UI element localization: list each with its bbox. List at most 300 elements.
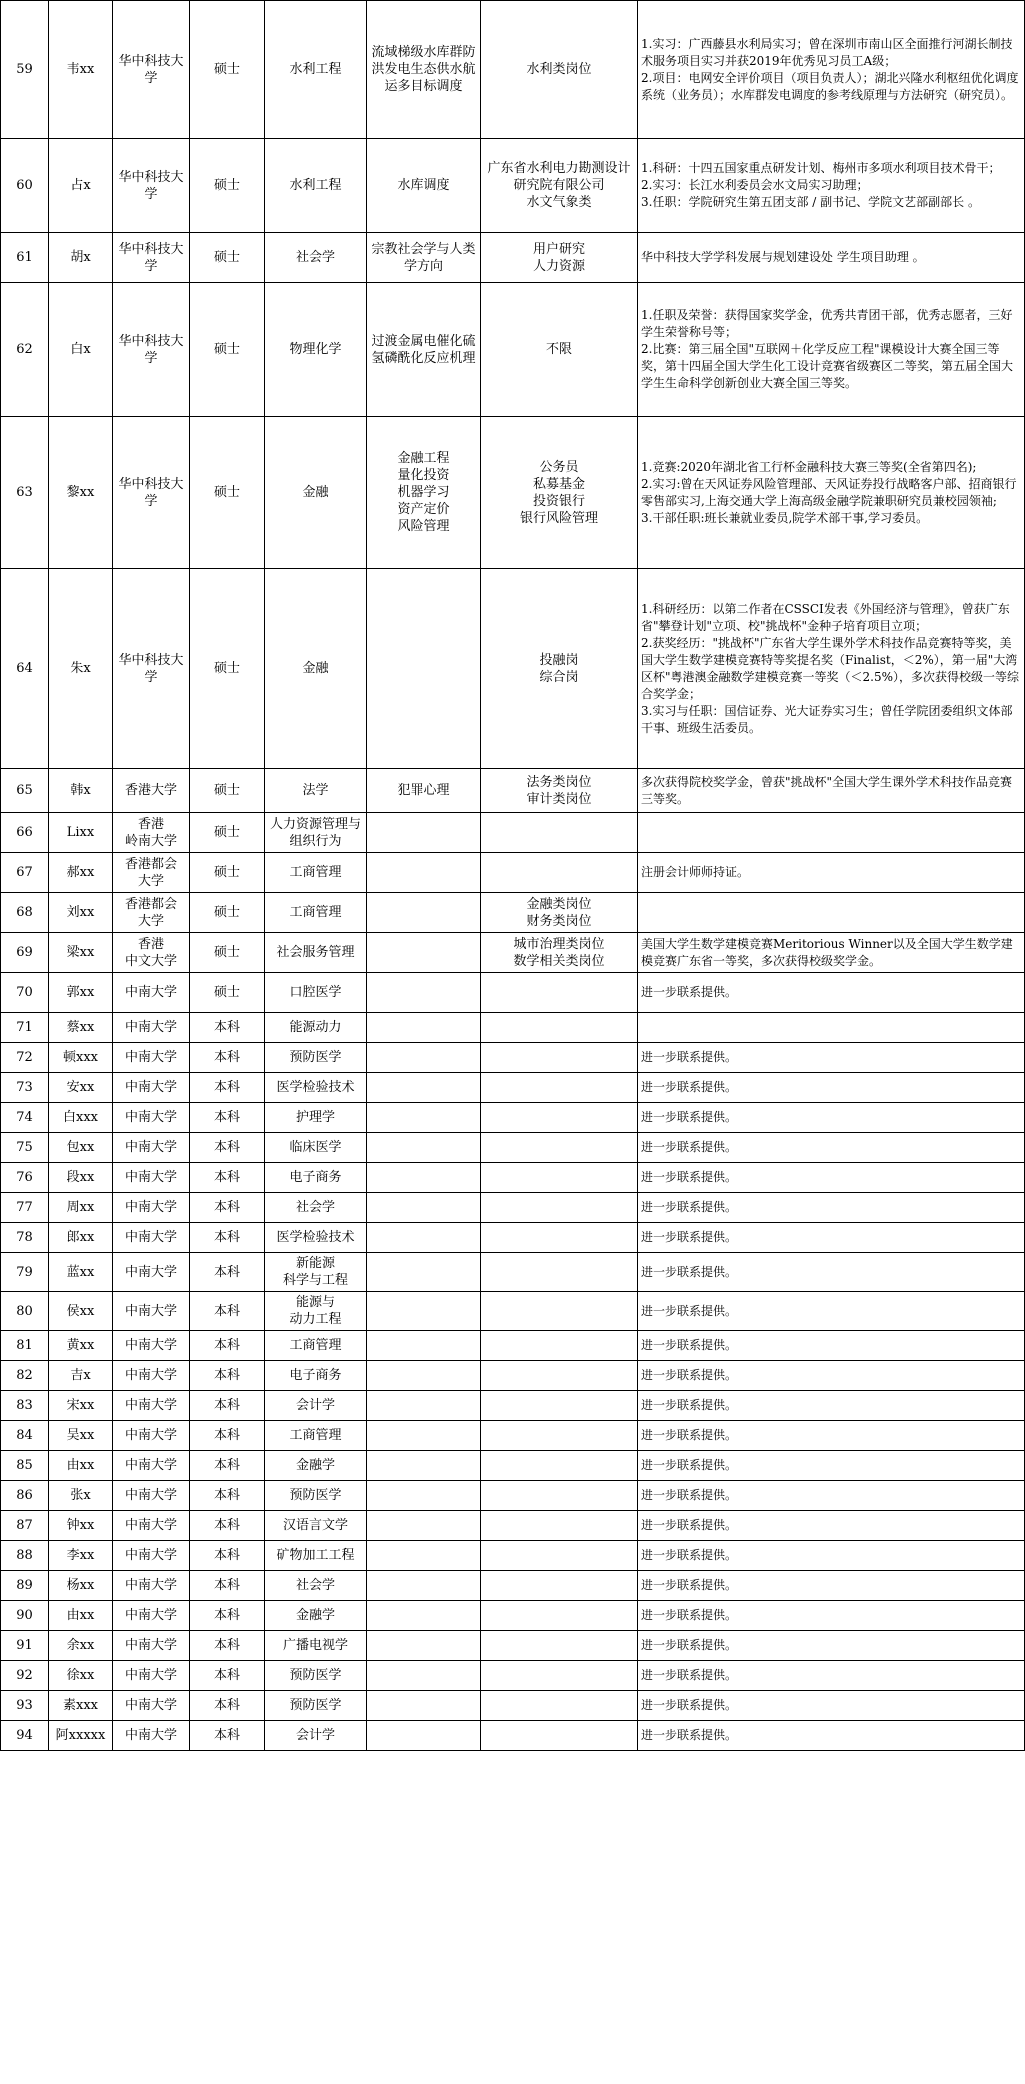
cell-degree: 本科 [190,1421,265,1451]
cell-research-direction [367,1571,481,1601]
cell-remark: 1.竞赛:2020年湖北省工行杯金融科技大赛三等奖(全省第四名); 2.实习:曾在天风证券风险管理部、天风证券投行战略客户部、招商银行零售部实习,上海交通大学上海高级金融学院兼职研究员兼校园领袖; 3.干部任职:班长兼就业委员,院学术部干事,学习委员。 [638,417,1025,569]
table-row [1,1292,1025,1331]
cell-number: 68 [1,893,49,933]
cell-major: 社会学 [265,233,367,283]
cell-desired-position [481,1631,638,1661]
cell-school: 中南大学 [113,1013,190,1043]
cell-number: 76 [1,1163,49,1193]
cell-desired-position [481,1721,638,1751]
cell-research-direction [367,1451,481,1481]
cell-name: 蓝xx [49,1253,113,1292]
cell-research-direction [367,1133,481,1163]
cell-research-direction [367,853,481,893]
cell-degree: 本科 [190,1541,265,1571]
table-row [1,1421,1025,1451]
cell-research-direction [367,1043,481,1073]
cell-major: 广播电视学 [265,1631,367,1661]
cell-school: 香港都会 大学 [113,853,190,893]
cell-major: 预防医学 [265,1481,367,1511]
table-row [1,973,1025,1013]
cell-degree: 本科 [190,1511,265,1541]
cell-remark: 进一步联系提供。 [638,1421,1025,1451]
cell-research-direction [367,1253,481,1292]
cell-school: 香港 中文大学 [113,933,190,973]
cell-name: 周xx [49,1193,113,1223]
cell-name: 吴xx [49,1421,113,1451]
cell-number: 61 [1,233,49,283]
cell-major: 电子商务 [265,1361,367,1391]
cell-school: 华中科技大学 [113,1,190,139]
cell-name: 由xx [49,1601,113,1631]
cell-degree: 硕士 [190,283,265,417]
cell-major: 预防医学 [265,1691,367,1721]
cell-desired-position [481,1331,638,1361]
cell-research-direction [367,1331,481,1361]
cell-research-direction [367,1391,481,1421]
table-row [1,1163,1025,1193]
cell-name: 郎xx [49,1223,113,1253]
cell-degree: 硕士 [190,973,265,1013]
table-row [1,1073,1025,1103]
cell-remark: 美国大学生数学建模竞赛Meritorious Winner以及全国大学生数学建模竞赛广东省一等奖，多次获得校级奖学金。 [638,933,1025,973]
cell-remark: 进一步联系提供。 [638,1103,1025,1133]
cell-number: 77 [1,1193,49,1223]
cell-name: 梁xx [49,933,113,973]
cell-school: 华中科技大学 [113,233,190,283]
cell-degree: 本科 [190,1571,265,1601]
cell-name: 张x [49,1481,113,1511]
cell-research-direction [367,1481,481,1511]
cell-desired-position [481,1421,638,1451]
cell-remark: 进一步联系提供。 [638,1721,1025,1751]
cell-number: 69 [1,933,49,973]
cell-name: 包xx [49,1133,113,1163]
cell-desired-position [481,1253,638,1292]
cell-degree: 硕士 [190,417,265,569]
cell-remark: 进一步联系提供。 [638,1193,1025,1223]
cell-number: 81 [1,1331,49,1361]
cell-major: 水利工程 [265,1,367,139]
cell-research-direction [367,813,481,853]
cell-major: 物理化学 [265,283,367,417]
cell-major: 法学 [265,769,367,813]
table-row [1,1721,1025,1751]
table-row [1,1,1025,139]
cell-degree: 硕士 [190,853,265,893]
cell-school: 中南大学 [113,1601,190,1631]
cell-degree: 本科 [190,1193,265,1223]
cell-degree: 本科 [190,1073,265,1103]
cell-name: 白xxx [49,1103,113,1133]
cell-research-direction: 水库调度 [367,139,481,233]
cell-degree: 本科 [190,1163,265,1193]
table-row [1,1661,1025,1691]
cell-remark [638,893,1025,933]
cell-major: 临床医学 [265,1133,367,1163]
cell-desired-position [481,853,638,893]
cell-number: 72 [1,1043,49,1073]
cell-name: 阿xxxxx [49,1721,113,1751]
cell-desired-position [481,813,638,853]
cell-major: 医学检验技术 [265,1223,367,1253]
cell-name: 顿xxx [49,1043,113,1073]
cell-major: 金融学 [265,1451,367,1481]
cell-remark: 进一步联系提供。 [638,1043,1025,1073]
cell-degree: 本科 [190,1223,265,1253]
cell-major: 社会学 [265,1193,367,1223]
cell-school: 华中科技大学 [113,283,190,417]
cell-major: 电子商务 [265,1163,367,1193]
cell-name: 郝xx [49,853,113,893]
table-row [1,1601,1025,1631]
cell-desired-position [481,1193,638,1223]
cell-remark: 进一步联系提供。 [638,1691,1025,1721]
cell-research-direction [367,1691,481,1721]
table-row [1,139,1025,233]
cell-degree: 本科 [190,1601,265,1631]
cell-school: 中南大学 [113,1163,190,1193]
cell-remark: 进一步联系提供。 [638,1541,1025,1571]
cell-major: 工商管理 [265,853,367,893]
cell-research-direction [367,1721,481,1751]
cell-major: 金融 [265,417,367,569]
cell-number: 71 [1,1013,49,1043]
cell-major: 口腔医学 [265,973,367,1013]
cell-degree: 本科 [190,1481,265,1511]
cell-school: 中南大学 [113,1292,190,1331]
table-row [1,853,1025,893]
cell-degree: 硕士 [190,233,265,283]
table-row [1,1043,1025,1073]
cell-remark [638,1013,1025,1043]
cell-school: 中南大学 [113,1541,190,1571]
table-row [1,233,1025,283]
cell-research-direction [367,973,481,1013]
cell-degree: 本科 [190,1331,265,1361]
cell-school: 中南大学 [113,1103,190,1133]
cell-remark: 注册会计师师持证。 [638,853,1025,893]
cell-name: 李xx [49,1541,113,1571]
cell-name: 占x [49,139,113,233]
table-row [1,1193,1025,1223]
cell-major: 金融 [265,569,367,769]
cell-remark: 进一步联系提供。 [638,1133,1025,1163]
cell-name: 段xx [49,1163,113,1193]
cell-number: 93 [1,1691,49,1721]
cell-name: 钟xx [49,1511,113,1541]
cell-major: 工商管理 [265,1421,367,1451]
cell-major: 汉语言文学 [265,1511,367,1541]
cell-number: 78 [1,1223,49,1253]
cell-number: 60 [1,139,49,233]
cell-number: 65 [1,769,49,813]
cell-number: 88 [1,1541,49,1571]
cell-name: 黎xx [49,417,113,569]
cell-school: 中南大学 [113,1421,190,1451]
cell-school: 中南大学 [113,1721,190,1751]
cell-remark: 进一步联系提供。 [638,1361,1025,1391]
cell-number: 59 [1,1,49,139]
cell-remark: 1.任职及荣誉：获得国家奖学金，优秀共青团干部，优秀志愿者，三好学生荣誉称号等； 2.比赛：第三届全国"互联网＋化学反应工程"课模设计大赛全国三等奖，第十四届全国大学生化工设计竞赛省级赛区二等奖，第五届全国大学生生命科学创新创业大赛全国三等奖。 [638,283,1025,417]
cell-number: 86 [1,1481,49,1511]
table-row [1,1013,1025,1043]
cell-desired-position [481,973,638,1013]
cell-remark: 多次获得院校奖学金，曾获"挑战杯"全国大学生课外学术科技作品竞赛三等奖。 [638,769,1025,813]
table-row [1,1481,1025,1511]
cell-remark: 1.实习：广西藤县水利局实习；曾在深圳市南山区全面推行河湖长制技术服务项目实习并获2019年优秀见习员工A级； 2.项目：电网安全评价项目（项目负责人）；湖北兴隆水利枢纽优化调度系统（业务员）；水库群发电调度的参考线原理与方法研究（研究员）。 [638,1,1025,139]
cell-school: 中南大学 [113,973,190,1013]
cell-school: 香港都会 大学 [113,893,190,933]
table-row [1,1223,1025,1253]
cell-desired-position [481,1661,638,1691]
cell-remark: 进一步联系提供。 [638,1253,1025,1292]
cell-school: 中南大学 [113,1043,190,1073]
cell-remark: 进一步联系提供。 [638,1163,1025,1193]
cell-number: 94 [1,1721,49,1751]
cell-degree: 本科 [190,1253,265,1292]
cell-desired-position [481,1292,638,1331]
cell-number: 63 [1,417,49,569]
table-row [1,1691,1025,1721]
cell-major: 社会服务管理 [265,933,367,973]
cell-major: 医学检验技术 [265,1073,367,1103]
table-row [1,417,1025,569]
table-row [1,1511,1025,1541]
cell-name: 由xx [49,1451,113,1481]
cell-major: 新能源 科学与工程 [265,1253,367,1292]
cell-research-direction [367,569,481,769]
cell-name: Lixx [49,813,113,853]
cell-remark: 进一步联系提供。 [638,1223,1025,1253]
cell-desired-position [481,1481,638,1511]
table-row [1,1541,1025,1571]
cell-research-direction [367,893,481,933]
cell-remark: 进一步联系提供。 [638,1631,1025,1661]
table-row [1,283,1025,417]
cell-degree: 本科 [190,1133,265,1163]
cell-number: 87 [1,1511,49,1541]
cell-major: 能源动力 [265,1013,367,1043]
cell-number: 70 [1,973,49,1013]
table-row [1,1133,1025,1163]
cell-remark: 进一步联系提供。 [638,1391,1025,1421]
cell-school: 中南大学 [113,1193,190,1223]
cell-number: 79 [1,1253,49,1292]
cell-name: 朱x [49,569,113,769]
cell-desired-position: 城市治理类岗位 数学相关类岗位 [481,933,638,973]
table-row [1,1571,1025,1601]
cell-name: 素xxx [49,1691,113,1721]
cell-desired-position [481,1451,638,1481]
cell-research-direction: 流域梯级水库群防洪发电生态供水航运多目标调度 [367,1,481,139]
cell-school: 中南大学 [113,1253,190,1292]
cell-number: 85 [1,1451,49,1481]
cell-research-direction: 宗教社会学与人类学方向 [367,233,481,283]
cell-major: 能源与 动力工程 [265,1292,367,1331]
cell-name: 安xx [49,1073,113,1103]
cell-desired-position [481,1103,638,1133]
cell-desired-position: 用户研究 人力资源 [481,233,638,283]
cell-degree: 本科 [190,1103,265,1133]
cell-name: 韩x [49,769,113,813]
cell-desired-position: 投融岗 综合岗 [481,569,638,769]
table-row [1,769,1025,813]
cell-desired-position: 公务员 私募基金 投资银行 银行风险管理 [481,417,638,569]
cell-degree: 本科 [190,1013,265,1043]
table-row [1,1391,1025,1421]
cell-school: 中南大学 [113,1331,190,1361]
cell-number: 80 [1,1292,49,1331]
cell-remark: 进一步联系提供。 [638,973,1025,1013]
cell-remark: 进一步联系提供。 [638,1292,1025,1331]
cell-name: 韦xx [49,1,113,139]
cell-major: 护理学 [265,1103,367,1133]
cell-school: 中南大学 [113,1391,190,1421]
cell-name: 吉x [49,1361,113,1391]
cell-research-direction [367,1541,481,1571]
cell-desired-position [481,1391,638,1421]
cell-remark: 华中科技大学学科发展与规划建设处 学生项目助理 。 [638,233,1025,283]
cell-remark [638,813,1025,853]
cell-research-direction: 金融工程 量化投资 机器学习 资产定价 风险管理 [367,417,481,569]
table-row [1,569,1025,769]
cell-desired-position [481,1511,638,1541]
cell-school: 中南大学 [113,1223,190,1253]
cell-degree: 硕士 [190,933,265,973]
cell-number: 92 [1,1661,49,1691]
cell-research-direction [367,1292,481,1331]
cell-desired-position: 法务类岗位 审计类岗位 [481,769,638,813]
cell-name: 杨xx [49,1571,113,1601]
cell-number: 66 [1,813,49,853]
cell-research-direction [367,1631,481,1661]
cell-degree: 硕士 [190,769,265,813]
cell-number: 84 [1,1421,49,1451]
cell-major: 预防医学 [265,1043,367,1073]
cell-number: 75 [1,1133,49,1163]
cell-research-direction [367,1511,481,1541]
cell-degree: 硕士 [190,139,265,233]
cell-number: 67 [1,853,49,893]
cell-remark: 进一步联系提供。 [638,1331,1025,1361]
cell-number: 91 [1,1631,49,1661]
cell-name: 宋xx [49,1391,113,1421]
cell-desired-position [481,1133,638,1163]
cell-name: 侯xx [49,1292,113,1331]
cell-research-direction: 犯罪心理 [367,769,481,813]
cell-school: 香港大学 [113,769,190,813]
cell-research-direction [367,1661,481,1691]
cell-major: 工商管理 [265,1331,367,1361]
cell-major: 会计学 [265,1721,367,1751]
cell-school: 中南大学 [113,1133,190,1163]
cell-remark: 1.科研：十四五国家重点研发计划、梅州市多项水利项目技术骨干； 2.实习：长江水利委员会水文局实习助理； 3.任职：学院研究生第五团支部 / 副书记、学院文艺部副部长 。 [638,139,1025,233]
cell-research-direction [367,1013,481,1043]
cell-name: 黄xx [49,1331,113,1361]
cell-name: 郭xx [49,973,113,1013]
cell-major: 会计学 [265,1391,367,1421]
cell-research-direction [367,1601,481,1631]
cell-major: 水利工程 [265,139,367,233]
cell-number: 90 [1,1601,49,1631]
cell-remark: 进一步联系提供。 [638,1571,1025,1601]
cell-desired-position: 金融类岗位 财务类岗位 [481,893,638,933]
cell-degree: 硕士 [190,1,265,139]
cell-remark: 进一步联系提供。 [638,1451,1025,1481]
cell-major: 矿物加工工程 [265,1541,367,1571]
cell-remark: 1.科研经历：以第二作者在CSSCI发表《外国经济与管理》，曾获广东省"攀登计划"立项、校"挑战杯"金种子培育项目立项； 2.获奖经历："挑战杯"广东省大学生课外学术科技作品竞赛特等奖，美国大学生数学建模竞赛特等奖提名奖（Finalist，＜2%），第一届"大湾区杯"粤港澳金融数学建模竞赛一等奖（＜2.5%），多次获得校级一等综合奖学金； 3.实习与任职：国信证券、光大证券实习生；曾任学院团委组织文体部干事、班级生活委员。 [638,569,1025,769]
cell-school: 中南大学 [113,1661,190,1691]
cell-degree: 本科 [190,1391,265,1421]
cell-school: 中南大学 [113,1511,190,1541]
cell-remark: 进一步联系提供。 [638,1511,1025,1541]
cell-number: 82 [1,1361,49,1391]
cell-name: 白x [49,283,113,417]
cell-desired-position [481,1223,638,1253]
cell-school: 中南大学 [113,1361,190,1391]
cell-name: 徐xx [49,1661,113,1691]
table-row [1,1331,1025,1361]
cell-degree: 本科 [190,1361,265,1391]
cell-desired-position: 不限 [481,283,638,417]
cell-research-direction [367,1073,481,1103]
cell-research-direction [367,1421,481,1451]
cell-major: 社会学 [265,1571,367,1601]
cell-desired-position [481,1163,638,1193]
table-row [1,1103,1025,1133]
cell-desired-position [481,1541,638,1571]
table-row [1,933,1025,973]
cell-remark: 进一步联系提供。 [638,1661,1025,1691]
table-row [1,1361,1025,1391]
cell-degree: 本科 [190,1661,265,1691]
cell-degree: 硕士 [190,569,265,769]
cell-degree: 本科 [190,1292,265,1331]
cell-degree: 硕士 [190,893,265,933]
table-row [1,1253,1025,1292]
cell-desired-position [481,1073,638,1103]
cell-school: 中南大学 [113,1571,190,1601]
cell-major: 金融学 [265,1601,367,1631]
cell-number: 62 [1,283,49,417]
cell-desired-position: 广东省水利电力勘测设计研究院有限公司 水文气象类 [481,139,638,233]
cell-name: 刘xx [49,893,113,933]
cell-school: 中南大学 [113,1481,190,1511]
cell-school: 中南大学 [113,1631,190,1661]
cell-school: 中南大学 [113,1073,190,1103]
cell-degree: 本科 [190,1721,265,1751]
cell-research-direction [367,1223,481,1253]
cell-school: 香港 岭南大学 [113,813,190,853]
cell-research-direction: 过渡金属电催化硫氢磷酰化反应机理 [367,283,481,417]
cell-name: 蔡xx [49,1013,113,1043]
cell-desired-position: 水利类岗位 [481,1,638,139]
cell-school: 华中科技大学 [113,569,190,769]
cell-desired-position [481,1043,638,1073]
cell-school: 华中科技大学 [113,417,190,569]
cell-name: 胡x [49,233,113,283]
table-row [1,813,1025,853]
table-row [1,893,1025,933]
cell-number: 89 [1,1571,49,1601]
cell-remark: 进一步联系提供。 [638,1481,1025,1511]
table-body [1,1,1025,1751]
cell-remark: 进一步联系提供。 [638,1601,1025,1631]
cell-degree: 本科 [190,1691,265,1721]
cell-number: 83 [1,1391,49,1421]
cell-degree: 本科 [190,1451,265,1481]
cell-number: 64 [1,569,49,769]
